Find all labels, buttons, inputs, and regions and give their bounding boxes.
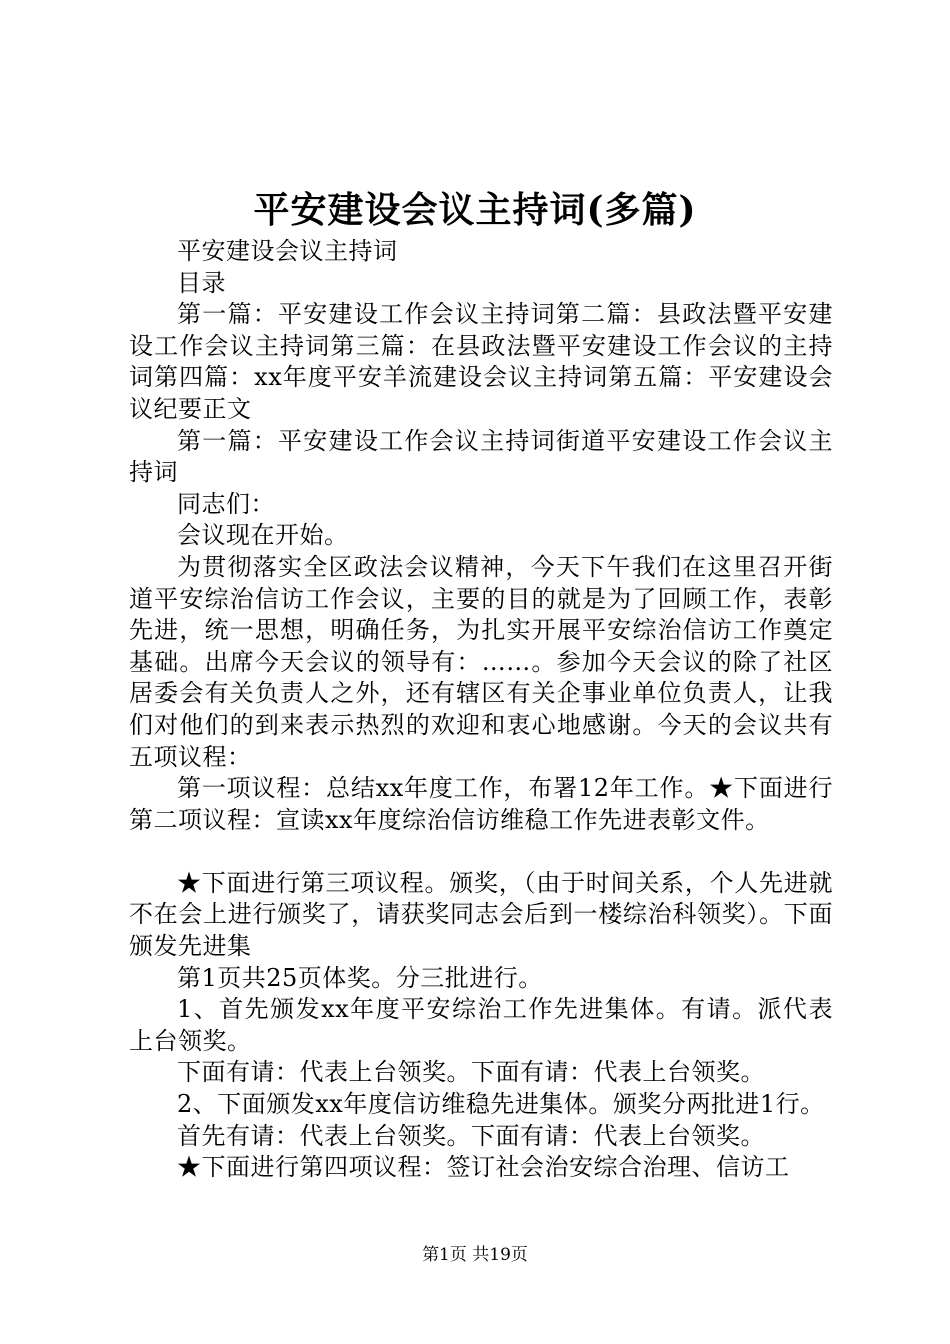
document-title: 平安建设会议主持词(多篇) bbox=[253, 189, 697, 231]
body-paragraph-salutation: 同志们： bbox=[177, 489, 275, 518]
body-paragraph-agenda-1-2: 第一项议程：总结xx年度工作，布署12年工作。★下面进行第二项议程：宣读xx年度综治信访维稳工作先进表彰文件。 bbox=[129, 774, 833, 834]
page-footer: 第1页 共19页 bbox=[422, 1245, 528, 1265]
body-paragraph-award-1-next: 下面有请：代表上台领奖。下面有请：代表上台领奖。 bbox=[177, 1058, 765, 1087]
paragraph-spacer bbox=[129, 836, 833, 868]
body-paragraph-toc-heading: 目录 bbox=[177, 268, 226, 297]
body-paragraph-subtitle: 平安建设会议主持词 bbox=[177, 237, 398, 265]
body-paragraph-award-1: 1、首先颁发xx年度平安综治工作先进集体。有请。派代表上台领奖。 bbox=[129, 995, 833, 1055]
body-paragraph-purpose: 为贯彻落实全区政法会议精神，今天下午我们在这里召开街道平安综治信访工作会议，主要的目的就是为了回顾工作，表彰先进，统一思想，明确任务，为扎实开展平安综治信访工作奠定基础。出席今天会议的领导有：……。参加今天会议的除了社区居委会有关负责人之外，还有辖区有关企事业单位负责人，让我们对他们的到来表示热烈的欢迎和衷心地感谢。今天的会议共有五项议程： bbox=[129, 552, 833, 771]
body-paragraph-award-2-next: 首先有请：代表上台领奖。下面有请：代表上台领奖。 bbox=[177, 1121, 765, 1150]
body-paragraph-agenda-3: ★下面进行第三项议程。颁奖，（由于时间关系，个人先进就不在会上进行颁奖了，请获奖同志会后到一楼综治科领奖）。下面颁发先进集 bbox=[129, 868, 833, 961]
document-body bbox=[129, 236, 833, 1184]
body-paragraph-award-2: 2、下面颁发xx年度信访维稳先进集体。颁奖分两批进1行。 bbox=[177, 1090, 825, 1119]
body-paragraph-opening: 会议现在开始。 bbox=[177, 521, 349, 550]
body-paragraph-agenda-4: ★下面进行第四项议程：签订社会治安综合治理、信访工 bbox=[177, 1153, 790, 1182]
body-paragraph-toc: 第一篇：平安建设工作会议主持词第二篇：县政法暨平安建设工作会议主持词第三篇：在县政法暨平安建设工作会议的主持词第四篇：xx年度平安羊流建设会议主持词第五篇：平安建设会议纪要正文 bbox=[129, 300, 833, 423]
body-paragraph-batches: 第1页共25页体奖。分三批进行。 bbox=[177, 963, 543, 992]
body-paragraph-chapter-heading: 第一篇：平安建设工作会议主持词街道平安建设工作会议主持词 bbox=[129, 426, 833, 487]
